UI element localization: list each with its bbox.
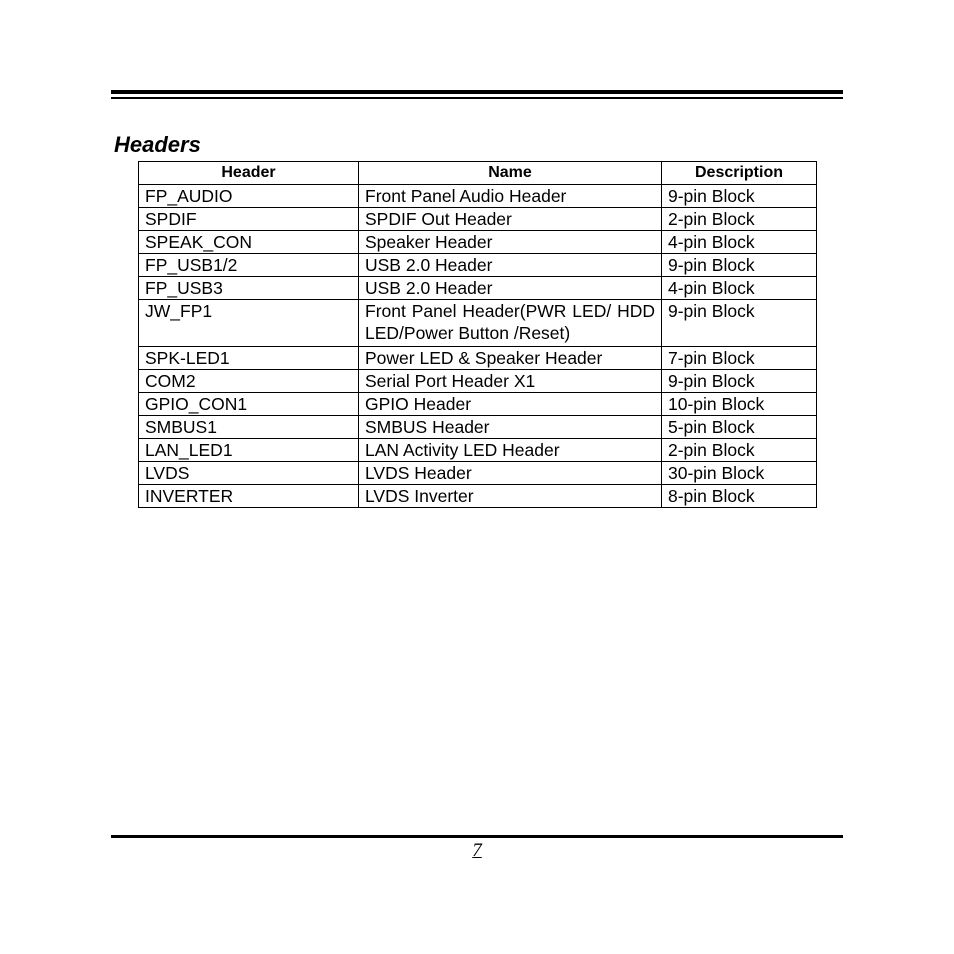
- table-header-row: [139, 162, 817, 185]
- cell-header: SPDIF: [139, 208, 359, 231]
- cell-name: LAN Activity LED Header: [359, 439, 662, 462]
- cell-name: Power LED & Speaker Header: [359, 347, 662, 370]
- cell-description: 4-pin Block: [662, 277, 817, 300]
- column-header-description: Description: [662, 162, 817, 185]
- cell-header: GPIO_CON1: [139, 393, 359, 416]
- cell-description: 7-pin Block: [662, 347, 817, 370]
- cell-name: LVDS Header: [359, 462, 662, 485]
- page-number-text: 7: [472, 840, 482, 861]
- table-row: [139, 231, 817, 254]
- cell-description: 10-pin Block: [662, 393, 817, 416]
- cell-description: 2-pin Block: [662, 439, 817, 462]
- top-rule-thin: [111, 97, 843, 99]
- section-title: Headers: [114, 132, 201, 157]
- cell-name: GPIO Header: [359, 393, 662, 416]
- table-row: [139, 347, 817, 370]
- cell-header: FP_USB3: [139, 277, 359, 300]
- table-row: [139, 439, 817, 462]
- cell-header: LAN_LED1: [139, 439, 359, 462]
- table-row: [139, 370, 817, 393]
- cell-description: 9-pin Block: [662, 370, 817, 393]
- cell-header: FP_AUDIO: [139, 185, 359, 208]
- table-row: [139, 185, 817, 208]
- cell-name: Serial Port Header X1: [359, 370, 662, 393]
- cell-name: Front Panel Audio Header: [359, 185, 662, 208]
- cell-name: LVDS Inverter: [359, 485, 662, 508]
- page-number: [0, 840, 954, 862]
- table-row: [139, 462, 817, 485]
- cell-header: SPK-LED1: [139, 347, 359, 370]
- column-header-name: Name: [359, 162, 662, 185]
- table-row: [139, 208, 817, 231]
- cell-description: 5-pin Block: [662, 416, 817, 439]
- table-row: [139, 485, 817, 508]
- table-row: [139, 416, 817, 439]
- cell-description: 30-pin Block: [662, 462, 817, 485]
- cell-description: 2-pin Block: [662, 208, 817, 231]
- cell-header: COM2: [139, 370, 359, 393]
- cell-header: FP_USB1/2: [139, 254, 359, 277]
- cell-description: 8-pin Block: [662, 485, 817, 508]
- cell-header: LVDS: [139, 462, 359, 485]
- cell-name: Front Panel Header(PWR LED/ HDD LED/Power Button /Reset): [359, 300, 662, 347]
- cell-description: 9-pin Block: [662, 300, 817, 347]
- table-row: [139, 254, 817, 277]
- cell-name: SMBUS Header: [359, 416, 662, 439]
- table-row: [139, 277, 817, 300]
- table-row: [139, 300, 817, 347]
- column-header-header: Header: [139, 162, 359, 185]
- cell-header: SPEAK_CON: [139, 231, 359, 254]
- cell-name: Speaker Header: [359, 231, 662, 254]
- headers-table: [138, 161, 817, 508]
- cell-name: SPDIF Out Header: [359, 208, 662, 231]
- cell-description: 9-pin Block: [662, 254, 817, 277]
- cell-header: JW_FP1: [139, 300, 359, 347]
- bottom-rule: [111, 835, 843, 838]
- table-row: [139, 393, 817, 416]
- cell-name: USB 2.0 Header: [359, 277, 662, 300]
- cell-description: 4-pin Block: [662, 231, 817, 254]
- cell-header: SMBUS1: [139, 416, 359, 439]
- cell-description: 9-pin Block: [662, 185, 817, 208]
- cell-name: USB 2.0 Header: [359, 254, 662, 277]
- cell-header: INVERTER: [139, 485, 359, 508]
- top-rule-thick: [111, 90, 843, 94]
